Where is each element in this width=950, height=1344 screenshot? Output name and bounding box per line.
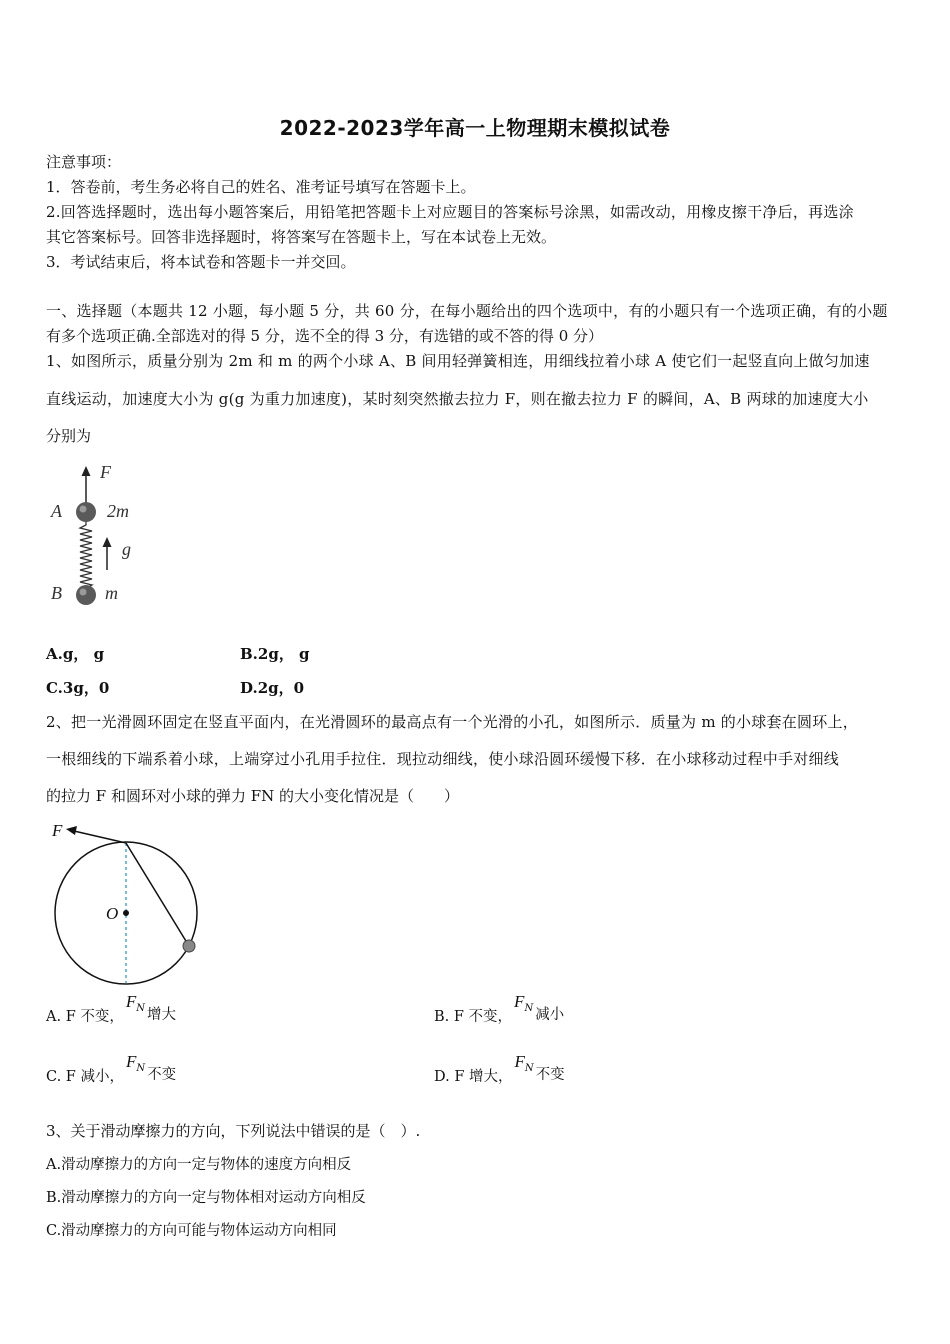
q2-option-c[interactable] (46, 1052, 177, 1086)
pull-force-line (74, 831, 126, 843)
fn-symbol: $F_N$ (514, 1052, 534, 1074)
force-label: F (100, 462, 111, 482)
section-heading-line-1: 一、选择题（本题共 12 小题，每小题 5 分，共 60 分，在每小题给出的四个选项中，有的小题只有一个选项正确，有的小题 (46, 302, 888, 320)
q2-option-a-text: A. F 不变， (46, 1008, 124, 1025)
q2-option-d-text: D. F 增大， (434, 1068, 513, 1085)
q1-option-b[interactable]: B.2g， g (240, 645, 310, 663)
q1-option-a[interactable]: A.g， g (46, 645, 105, 663)
small-ball (183, 940, 195, 952)
acceleration-arrow-head (103, 537, 112, 547)
section-heading-line-2: 有多个选项正确.全部选对的得 5 分，选不全的得 3 分，有选错的或不答的得 0 分） (46, 327, 604, 345)
notice-item-2-line-2: 其它答案标号。回答非选择题时，将答案写在答题卡上，写在本试卷上无效。 (46, 228, 557, 246)
notice-item-2-line-1: 2.回答选择题时，选出每小题答案后，用铅笔把答题卡上对应题目的答案标号涂黑，如需改动，用橡皮擦干净后，再选涂 (46, 203, 854, 221)
fn-symbol: $F_N$ (125, 992, 145, 1014)
ball-b (76, 585, 96, 605)
q2-option-c-text: C. F 减小， (46, 1068, 124, 1085)
ball-b-mass: m (105, 583, 118, 603)
q2-stem-line-3: 的拉力 F 和圆环对小球的弹力 FN 的大小变化情况是（ ） (46, 787, 460, 805)
q1-spring-figure (44, 458, 154, 613)
force-arrow-head (82, 466, 91, 476)
notice-item-1: 1．答卷前，考生务必将自己的姓名、准考证号填写在答题卡上。 (46, 178, 476, 196)
q1-stem-line-2: 直线运动，加速度大小为 g(g 为重力加速度)，某时刻突然撤去拉力 F，则在撤去拉力 F 的瞬间，A、B 两球的加速度大小 (46, 390, 869, 408)
pull-force-arrowhead (66, 826, 77, 835)
ball-b-label: B (51, 583, 62, 603)
acceleration-label: g (122, 539, 131, 559)
q2-option-b-text: B. F 不变， (434, 1008, 513, 1025)
q1-option-c[interactable]: C.3g，0 (46, 679, 110, 697)
q2-option-a-result: 增大 (147, 1007, 176, 1023)
spring (80, 520, 92, 592)
center-point (123, 910, 129, 916)
q1-stem-line-1: 1、如图所示，质量分别为 2m 和 m 的两个小球 A、B 间用轻弹簧相连，用细线拉着小球 A 使它们一起竖直向上做匀加速 (46, 352, 870, 370)
q2-ring-figure (44, 816, 214, 988)
string-to-ball (126, 843, 189, 946)
q3-option-c[interactable]: C.滑动摩擦力的方向可能与物体运动方向相同 (46, 1223, 337, 1239)
q1-option-d[interactable]: D.2g，0 (240, 679, 305, 697)
ball-a-label: A (51, 501, 62, 521)
q2-option-b[interactable] (434, 992, 565, 1026)
center-label: O (106, 904, 119, 923)
notice-heading: 注意事项： (46, 153, 122, 171)
q3-option-b[interactable]: B.滑动摩擦力的方向一定与物体相对运动方向相反 (46, 1190, 366, 1206)
fn-symbol: $F_N$ (514, 992, 534, 1014)
q2-stem-line-1: 2、把一光滑圆环固定在竖直平面内，在光滑圆环的最高点有一个光滑的小孔，如图所示．质量为 m 的小球套在圆环上， (46, 713, 859, 731)
q2-option-d[interactable] (434, 1052, 565, 1086)
q2-option-a[interactable] (46, 992, 176, 1026)
q2-option-d-result: 不变 (535, 1067, 565, 1083)
pull-force-label: F (52, 821, 63, 840)
page-title: 2022-2023学年高一上物理期末模拟试卷 (279, 116, 671, 140)
ball-a (76, 502, 96, 522)
q3-option-a[interactable]: A.滑动摩擦力的方向一定与物体的速度方向相反 (46, 1157, 352, 1173)
ball-a-mass: 2m (107, 501, 129, 521)
q2-option-c-result: 不变 (147, 1067, 177, 1083)
q2-option-b-result: 减小 (535, 1007, 565, 1023)
q2-stem-line-2: 一根细线的下端系着小球，上端穿过小孔用手拉住．现拉动细线，使小球沿圆环缓慢下移．在小球移动过程中手对细线 (46, 750, 840, 768)
q3-stem: 3、关于滑动摩擦力的方向，下列说法中错误的是（ ）. (46, 1122, 421, 1140)
notice-item-3: 3．考试结束后，将本试卷和答题卡一并交回。 (46, 253, 356, 271)
q1-stem-line-3: 分别为 (46, 427, 92, 445)
fn-symbol: $F_N$ (125, 1052, 146, 1074)
